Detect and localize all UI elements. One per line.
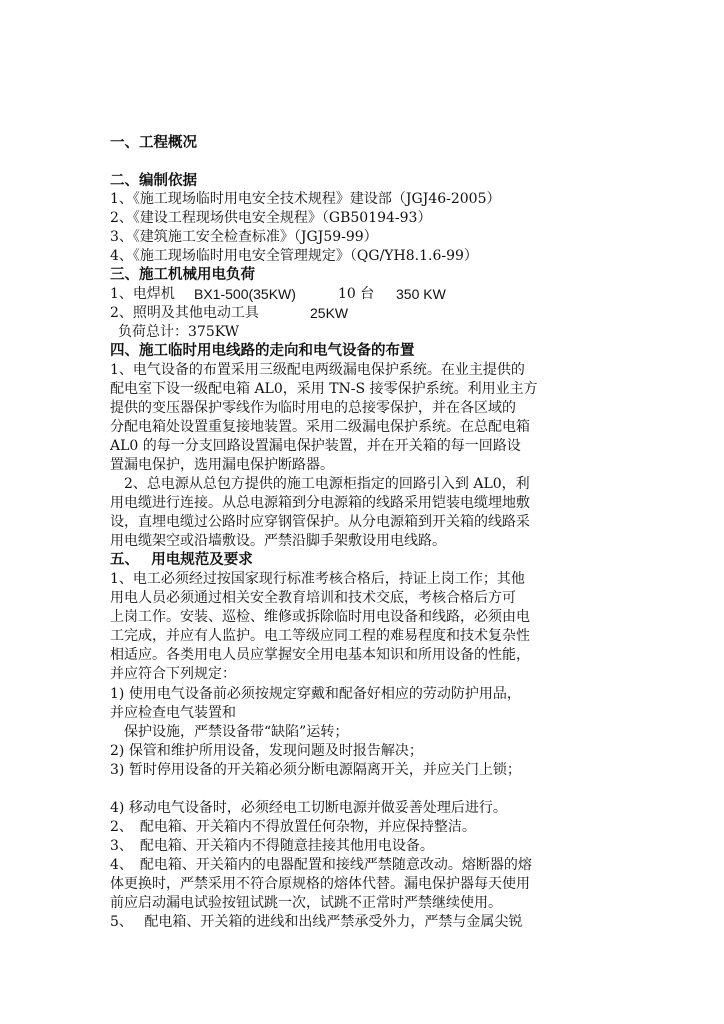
paragraph-line: 相适应。各类用电人员应掌握安全用电基本知识和所用设备的性能， — [110, 647, 530, 663]
load-item-power: 350 KW — [396, 286, 446, 302]
paragraph-line: 5、 配电箱、开关箱的进线和出线严禁承受外力，严禁与金属尖锐 — [110, 914, 523, 930]
reference-item: 2、《建设工程现场供电安全规程》（GB50194-93） — [110, 210, 432, 226]
paragraph-line: 设，直埋电缆过公路时应穿钢管保护。从分电源箱到开关箱的线路采 — [110, 514, 530, 530]
paragraph-line: 提供的变压器保护零线作为临时用电的总接零保护，并在各区域的 — [110, 400, 516, 416]
load-item-quantity: 10 台 — [338, 286, 375, 302]
paragraph-line: 并应符合下列规定： — [110, 666, 236, 682]
paragraph-line: 前应启动漏电试验按钮试跳一次，试跳不正常时严禁继续使用。 — [110, 895, 502, 911]
rule-item-2: 2) 保管和维护所用设备，发现问题及时报告解决； — [110, 743, 423, 759]
rule-item-1: 1) 使用电气设备前必须按规定穿戴和配备好相应的劳动防护用品， — [110, 686, 521, 702]
paragraph-line: 1、电气设备的布置采用三级配电两级漏电保护系统。在业主提供的 — [110, 362, 525, 378]
load-row-welder — [110, 285, 630, 303]
section-4-heading: 四、施工临时用电线路的走向和电气设备的布置 — [110, 343, 415, 359]
rule-item-1-cont: 并应检查电气装置和 — [110, 705, 236, 721]
paragraph-line: 4、 配电箱、开关箱内的电器配置和接线严禁随意改动。熔断器的熔 — [110, 857, 532, 873]
paragraph-line: 配电室下设一级配电箱 AL0，采用 TN-S 接零保护系统。利用业主方 — [110, 381, 538, 397]
paragraph-line: 2、 配电箱、开关箱内不得放置任何杂物，并应保持整洁。 — [110, 819, 476, 835]
paragraph-line: 上岗工作。安装、巡检、维修或拆除临时用电设备和线路，必须由电 — [110, 609, 530, 625]
paragraph-line: 分配电箱处设置重复接地装置。采用二级漏电保护系统。在总配电箱 — [110, 419, 530, 435]
reference-item: 1、《施工现场临时用电安全技术规程》建设部（JGJ46-2005） — [110, 191, 501, 207]
paragraph-line: 工完成，并应有人监护。电工等级应同工程的难易程度和技术复杂性 — [110, 628, 530, 644]
load-total: 负荷总计：375KW — [118, 324, 240, 340]
reference-item: 4、《施工现场临时用电安全管理规定》（QG/YH8.1.6-99） — [110, 248, 478, 264]
paragraph-line: 用电缆架空或沿墙敷设。严禁沿脚手架敷设用电线路。 — [110, 533, 446, 549]
paragraph-line: 用电人员必须通过相关安全教育培训和技术交底，考核合格后方可 — [110, 590, 516, 606]
rule-item-1-cont: 保护设施，严禁设备带“缺陷”运转； — [110, 724, 349, 740]
paragraph-line: 1、电工必须经过按国家现行标准考核合格后，持证上岗工作；其他 — [110, 571, 525, 587]
load-item-name: 2、照明及其他电动工具 — [110, 305, 259, 321]
paragraph-line: AL0 的每一分支回路设置漏电保护装置，并在开关箱的每一回路设 — [110, 438, 521, 454]
paragraph-line: 体更换时，严禁采用不符合原规格的熔体代替。漏电保护器每天使用 — [110, 876, 530, 892]
rule-item-3: 3) 暂时停用设备的开关箱必须分断电源隔离开关，并应关门上锁； — [110, 762, 521, 778]
section-1-heading: 一、工程概况 — [110, 135, 197, 151]
paragraph-line: 2、总电源从总包方提供的施工电源柜指定的回路引入到 AL0，利 — [110, 476, 530, 492]
load-item-power: 25KW — [310, 305, 349, 321]
section-2-heading: 二、编制依据 — [110, 173, 197, 189]
reference-item: 3、《建筑施工安全检查标准》（JGJ59-99） — [110, 229, 378, 245]
rule-item-4: 4) 移动电气设备时，必须经电工切断电源并做妥善处理后进行。 — [110, 800, 507, 816]
load-item-name: 1、电焊机 — [110, 286, 175, 302]
section-3-heading: 三、施工机械用电负荷 — [110, 267, 255, 283]
paragraph-line: 3、 配电箱、开关箱内不得随意挂接其他用电设备。 — [110, 838, 434, 854]
paragraph-line: 置漏电保护，选用漏电保护断路器。 — [110, 457, 334, 473]
section-5-heading: 五、 用电规范及要求 — [110, 552, 253, 568]
load-row-lighting — [110, 304, 630, 322]
paragraph-line: 用电缆进行连接。从总电源箱到分电源箱的线路采用铠装电缆埋地敷 — [110, 495, 530, 511]
load-item-model: BX1-500(35KW) — [194, 286, 296, 302]
